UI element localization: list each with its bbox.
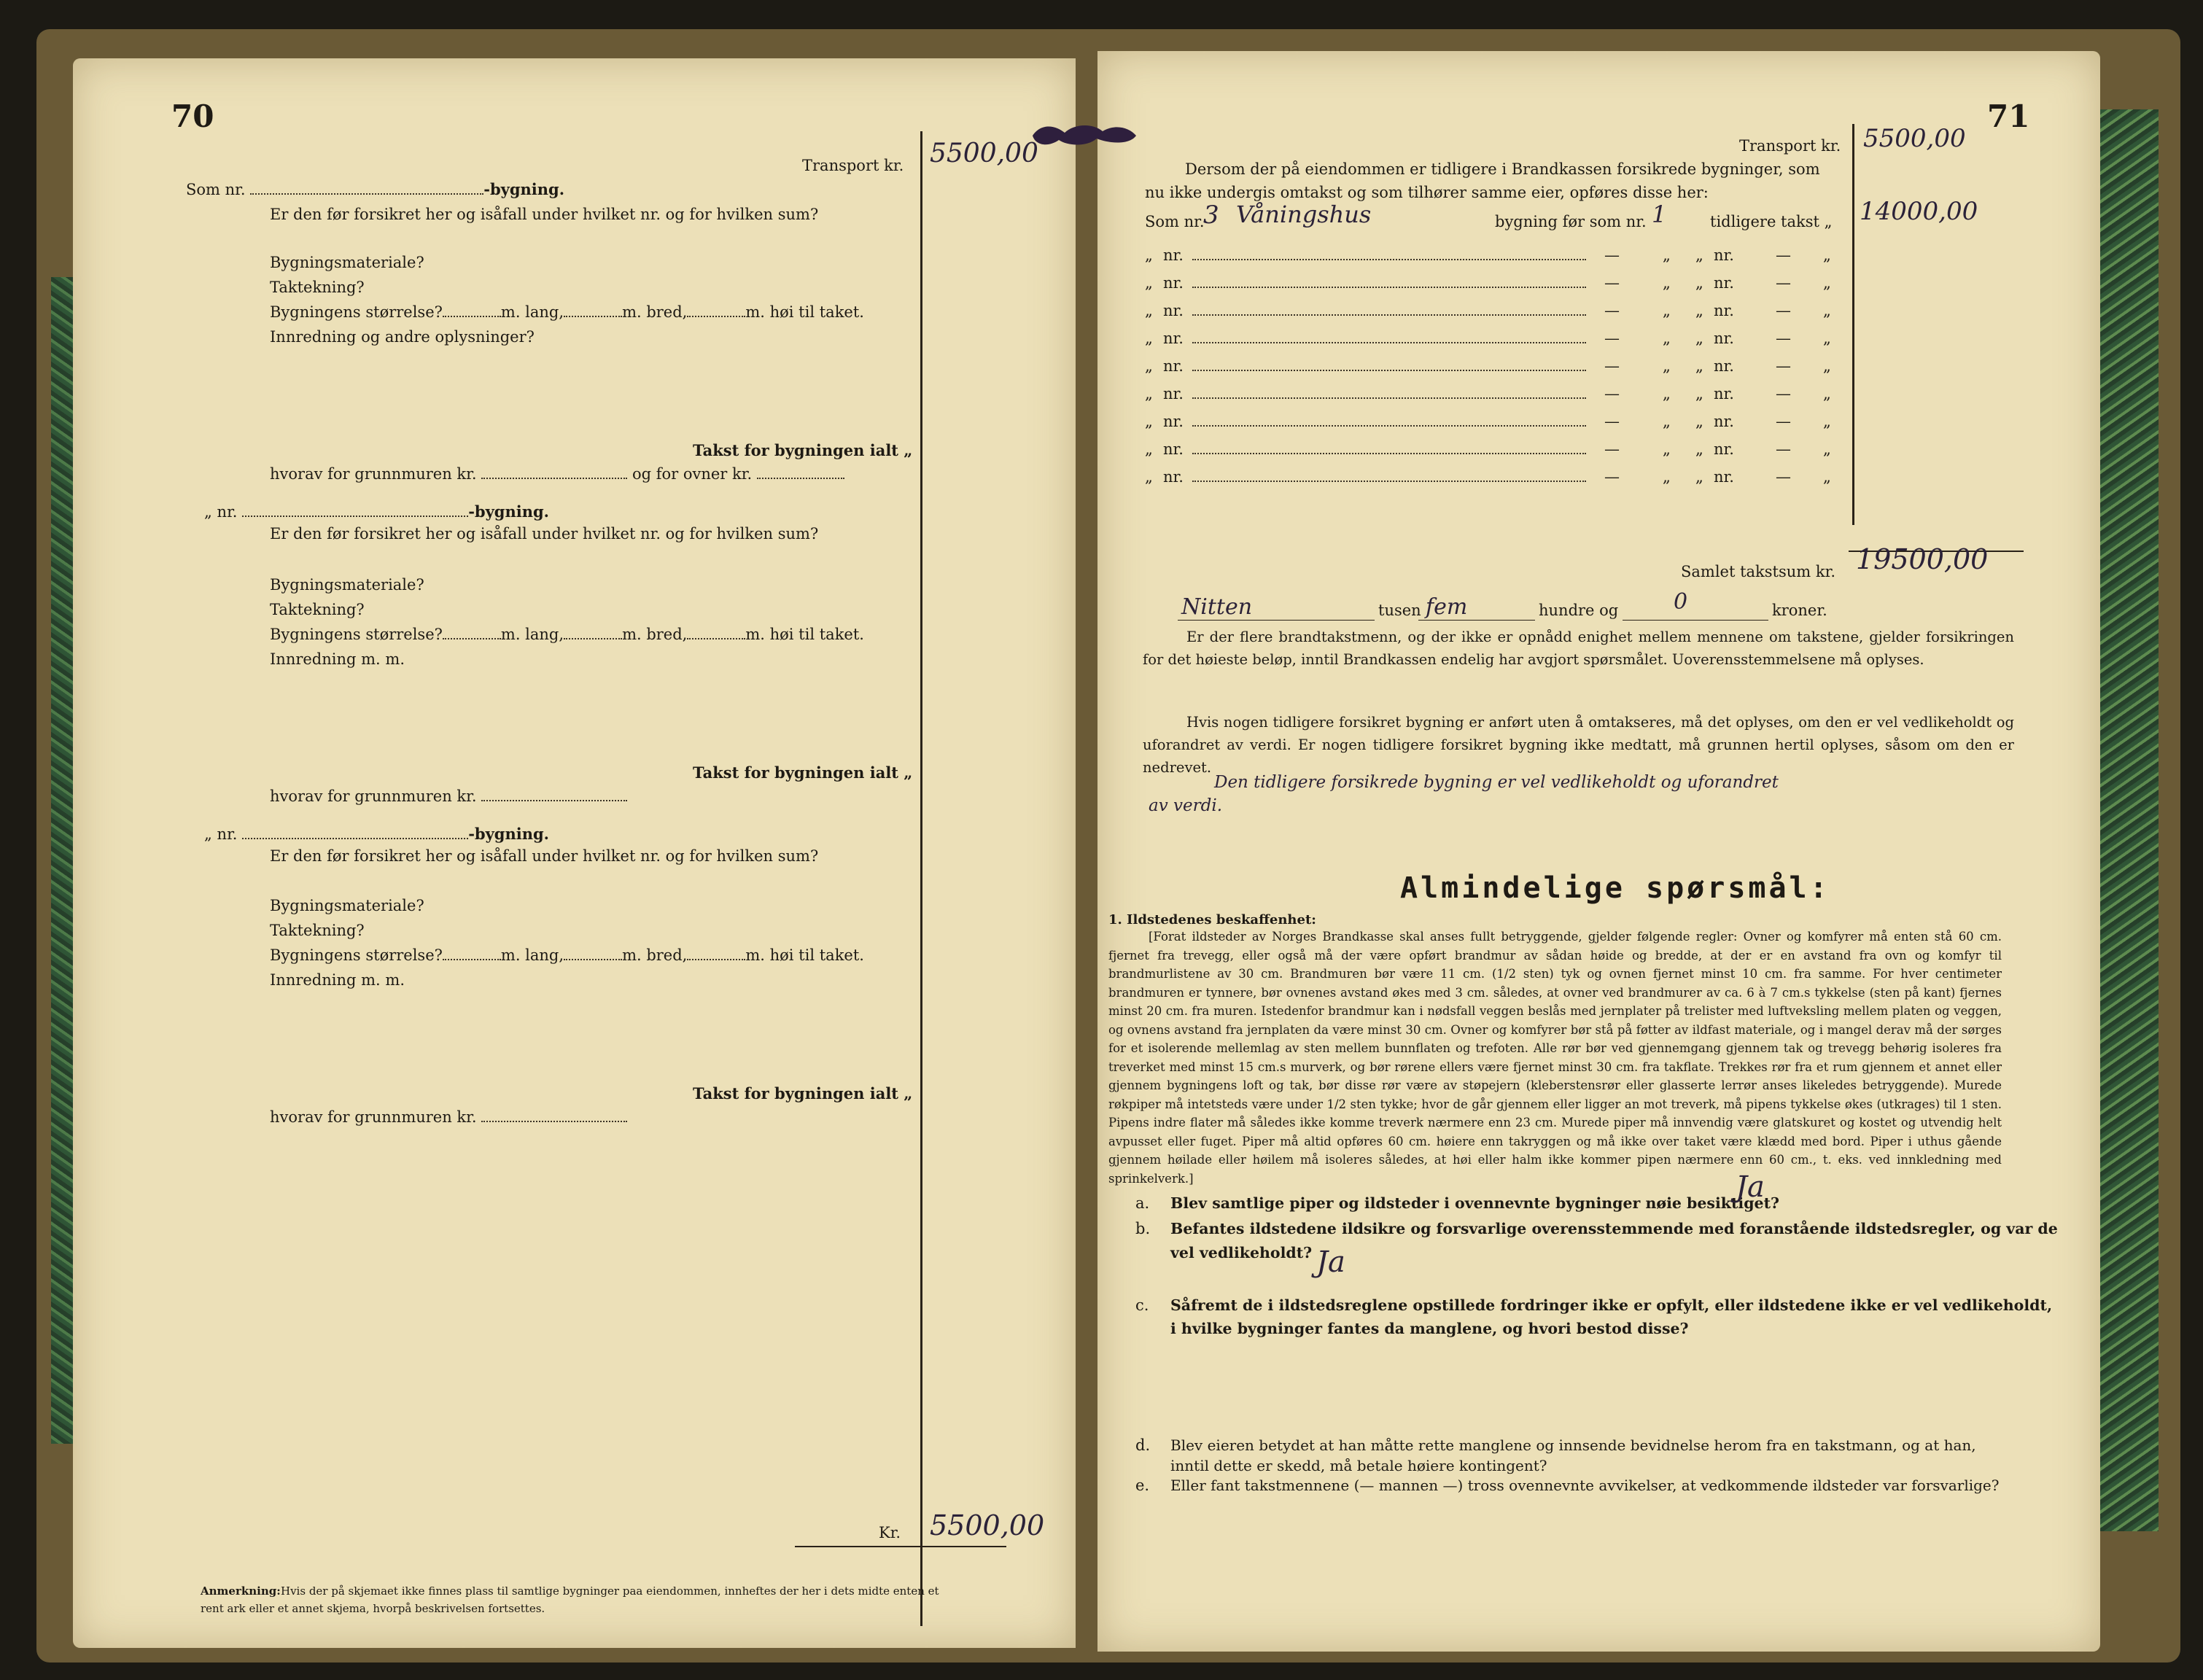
hvorav-row: hvorav for grunnmuren kr. og for ovner kr. xyxy=(270,465,844,483)
row-nr-label: nr. xyxy=(1714,357,1734,375)
paragraph-multiple-assessors: Er der flere brandtakstmenn, og der ikke er opnådd enighet mellem mennene om takstene, gjelder forsikringen for det høieste beløp, inntil Brandkassen endelig har avgjort spørsmålet. Uoverensstemmelsene må oplyses. xyxy=(1143,629,2014,668)
row-quote-mark: „ xyxy=(1695,246,1703,264)
words-rule-3 xyxy=(1623,620,1768,621)
row-quote-mark: „ xyxy=(1663,385,1671,402)
takst-label-2: Takst for bygningen ialt „ xyxy=(693,763,913,782)
row-quote-mark: „ xyxy=(1823,246,1831,264)
row-dash: — xyxy=(1776,440,1791,458)
q1-label: 1. Ildstedenes beskaffenhet: xyxy=(1108,912,1316,928)
amount-column-rule xyxy=(1852,124,1854,525)
row-quote-mark: „ xyxy=(1145,385,1153,402)
size-row-2: Bygningens størrelse? m. lang, m. bred, m. høi til taket. xyxy=(270,626,864,643)
row-quote-mark: „ xyxy=(1663,440,1671,458)
roof-label: Taktekning? xyxy=(270,279,365,296)
row-nr-label: nr. xyxy=(1714,440,1734,458)
hvorav-row-3: hvorav for grunnmuren kr. xyxy=(270,1108,627,1126)
row-dash: — xyxy=(1776,413,1791,430)
right-page xyxy=(1097,51,2100,1652)
row-dash: — xyxy=(1604,274,1620,292)
row-quote-mark: „ xyxy=(1823,440,1831,458)
row-quote-mark: „ xyxy=(1695,302,1703,319)
row-quote-mark: „ xyxy=(1823,302,1831,319)
row-quote-mark: „ xyxy=(1823,357,1831,375)
row-nr-label: nr. xyxy=(1714,330,1734,347)
hvorav-row-2: hvorav for grunnmuren kr. xyxy=(270,788,627,805)
row-dash: — xyxy=(1604,385,1620,402)
qc-letter: c. xyxy=(1135,1296,1149,1314)
amount-column-rule xyxy=(920,131,922,1626)
row-dash: — xyxy=(1776,302,1791,319)
page-number: 70 xyxy=(171,98,214,134)
total-rule xyxy=(795,1546,1006,1547)
takst-label-3: Takst for bygningen ialt „ xyxy=(693,1084,913,1102)
row-dotted-line xyxy=(1192,274,1586,292)
samlet-label: Samlet takstsum kr. xyxy=(1681,563,1835,580)
row1-bygning-for: bygning før som nr. xyxy=(1495,213,1647,230)
qd-text-2: inntil dette er skedd, må betale høiere kontingent? xyxy=(1170,1457,1547,1474)
row-quote-mark: „ xyxy=(1695,357,1703,375)
size-row-3: Bygningens størrelse? m. lang, m. bred, m. høi til taket. xyxy=(270,946,864,964)
row-quote-mark: „ xyxy=(1663,302,1671,319)
qb-text-1: Befantes ildstedene ildsikre og forsvarlige overensstemmende med foranstående ildstedsregler, og var de xyxy=(1170,1220,2058,1237)
row-nr-label: nr. xyxy=(1714,468,1734,486)
row-dash: — xyxy=(1776,468,1791,486)
row-nr-label: nr. xyxy=(1714,385,1734,402)
row-quote-mark: „ xyxy=(1695,413,1703,430)
row-nr-label: nr. xyxy=(1163,468,1184,486)
qb-letter: b. xyxy=(1135,1220,1151,1237)
row-quote-mark: „ xyxy=(1823,385,1831,402)
qa-text: Blev samtlige piper og ildsteder i ovennevnte bygninger nøie besiktiget? xyxy=(1170,1194,1780,1212)
row-dotted-line xyxy=(1192,330,1586,347)
qe-text: Eller fant takstmennene (— mannen —) tross ovennevnte avvikelser, at vedkommende ildsteder var forsvarlige? xyxy=(1170,1477,2000,1494)
row-quote-mark: „ xyxy=(1663,274,1671,292)
words-thousands: Nitten xyxy=(1181,594,1253,620)
row1-value: 14000,00 xyxy=(1860,197,1978,226)
som-nr-label: Som nr. -bygning. xyxy=(186,180,565,198)
row-nr-label: nr. xyxy=(1163,357,1184,375)
words-rule-1 xyxy=(1178,620,1375,621)
qa-letter: a. xyxy=(1135,1194,1150,1212)
insured-before-question-2: Er den før forsikret her og isåfall under hvilket nr. og for hvilken sum? xyxy=(270,525,819,542)
row-nr-label: nr. xyxy=(1163,246,1184,264)
row-quote-mark: „ xyxy=(1823,413,1831,430)
row-nr-label: nr. xyxy=(1714,302,1734,319)
row-dotted-line xyxy=(1192,468,1586,486)
row-quote-mark: „ xyxy=(1823,274,1831,292)
qc-text-1: Såfremt de i ildstedsreglene opstillede fordringer ikke er opfylt, eller ildstedene ikke er vel vedlikeholdt, xyxy=(1170,1296,2053,1314)
row-quote-mark: „ xyxy=(1145,440,1153,458)
row-nr-label: nr. xyxy=(1163,440,1184,458)
row-dotted-line xyxy=(1192,440,1586,458)
row-quote-mark: „ xyxy=(1145,413,1153,430)
qd-text-1: Blev eieren betydet at han måtte rette manglene og innsende bevidnelse herom fra en takstmann, og at han, xyxy=(1170,1436,1976,1454)
fireplace-rules: [Forat ildsteder av Norges Brandkasse skal anses fullt betryggende, gjelder følgende regler: Ovner og komfyrer må enten stå 60 cm. fjernet fra trevegg, eller også må der være opført brandmur av sådan høide og bredde, at der er en avstand fra ovn og komfyr til brandmurlistene av 30 cm. Brandmuren bør være 11 cm. (1/2 sten) tyk og ovnen fjernet minst 10 cm. fra samme. For hver centimeter brandmuren er tynnere, bør ovnenes avstand økes med 3 cm. således, at ovner ved brandmurer av ca. 6 à 7 cm.s tykkelse (sten på kant) fjernes minst 20 cm. fra muren. Istedenfor brandmur kan i nødsfall veggen beslås med jernplater på trelister med luftveksling mellem platen og veggen, og ovnens avstand fra jernplaten da være minst 30 cm. Ovner og komfyrer bør stå på føtter av ildfast materiale, og i mangel derav må der sørges for et isolerende mellemlag av sten mellem bunnflaten og trefoten. Alle rør bør ved gjennemgang gjennem tak og trevegg behørig isoleres fra treverket med minst 15 cm.s murverk, og bør rørene ellers være fjernet minst 30 cm. fra takflate. Trekkes rør fra et rum gjennem et annet eller gjennem bygningens loft og tak, bør disse rør være av støpejern (kleberstensrør eller glasserte lerrør anses likeledes betryggende). Murede røkpiper må intetsteds være under 1/2 sten tykke; hvor de går gjennem eller ligger an mot treverk, må pipens tykkelse økes (utkrages) til 1 sten. Pipens indre flater må således ikke komme treverk nærmere enn 23 cm. Murede piper må innvendig være glatskuret og kostet og utvendig helt avpusset eller fuget. Piper må altid opføres 60 cm. høiere enn takryggen og må ikke over taket være klædd med bord. Piper i uthus gående gjennem høilade eller høilem må isoleres således, at høi eller halm ikke kommer pipen nærmere enn 60 cm., t. eks. ved innkledning med sprinkelverk.] xyxy=(1108,930,2002,1186)
para2-handwritten-1: Den tidligere forsikrede bygning er vel vedlikeholdt og uforandret xyxy=(1214,773,1779,792)
row-dash: — xyxy=(1604,468,1620,486)
qe-letter: e. xyxy=(1135,1477,1150,1494)
row-quote-mark: „ xyxy=(1145,274,1153,292)
material-label-2: Bygningsmateriale? xyxy=(270,576,424,594)
transport-label: Transport kr. xyxy=(802,157,904,174)
note-text-1: Hvis der på skjemaet ikke finnes plass til samtlige bygninger paa eiendommen, innheftes der her i dets midte enten et xyxy=(281,1584,939,1598)
total-value: 5500,00 xyxy=(930,1509,1045,1541)
row-quote-mark: „ xyxy=(1145,302,1153,319)
row-dotted-line xyxy=(1192,385,1586,402)
row-dash: — xyxy=(1776,385,1791,402)
row-quote-mark: „ xyxy=(1823,468,1831,486)
qb-text-2: vel vedlikeholdt? xyxy=(1170,1244,1313,1261)
row-dotted-line xyxy=(1192,357,1586,375)
tusen-label: tusen xyxy=(1378,602,1421,619)
row-quote-mark: „ xyxy=(1145,246,1153,264)
row-quote-mark: „ xyxy=(1695,440,1703,458)
roof-label-2: Taktekning? xyxy=(270,601,365,618)
row-dotted-line xyxy=(1192,413,1586,430)
page-number: 71 xyxy=(1987,98,2030,134)
row-quote-mark: „ xyxy=(1663,330,1671,347)
qd-letter: d. xyxy=(1135,1436,1151,1454)
paragraph-previous-buildings: Hvis nogen tidligere forsikret bygning er anført uten å omtakseres, må det oplyses, om den er vel vedlikeholdt og uforandret av verdi. Er nogen tidligere forsikret bygning ikke medtatt, må grunnen hertil oplyses, såsom om den er nedrevet. xyxy=(1143,714,2014,776)
left-page xyxy=(73,58,1076,1648)
words-units: 0 xyxy=(1674,589,1688,615)
row-quote-mark: „ xyxy=(1695,385,1703,402)
row-dotted-line xyxy=(1192,302,1586,319)
intro-line-1: Dersom der på eiendommen er tidligere i Brandkassen forsikrede bygninger, som xyxy=(1185,160,1820,178)
size-row: Bygningens størrelse? m. lang, m. bred, m. høi til taket. xyxy=(270,303,864,321)
row-quote-mark: „ xyxy=(1145,330,1153,347)
row-dotted-line xyxy=(1192,246,1586,264)
row-som-nr: Som nr. xyxy=(1145,213,1205,230)
row-dash: — xyxy=(1776,330,1791,347)
para2-handwritten-2: av verdi. xyxy=(1149,796,1223,815)
row1-nr: 3 xyxy=(1203,201,1219,230)
nr-label-3: „ nr. -bygning. xyxy=(204,825,549,843)
row-nr-label: nr. xyxy=(1714,274,1734,292)
row-dash: — xyxy=(1604,440,1620,458)
insured-before-question: Er den før forsikret her og isåfall under hvilket nr. og for hvilken sum? xyxy=(270,206,819,223)
intro-line-2: nu ikke undergis omtakst og som tilhører samme eier, opføres disse her: xyxy=(1145,184,1709,201)
transport-value: 5500,00 xyxy=(1863,124,1966,153)
interior-label: Innredning og andre oplysninger? xyxy=(270,328,535,346)
row-quote-mark: „ xyxy=(1663,357,1671,375)
words-rule-2 xyxy=(1418,620,1535,621)
row-nr-label: nr. xyxy=(1163,330,1184,347)
row-dash: — xyxy=(1604,357,1620,375)
qa-answer: Ja xyxy=(1736,1170,1765,1204)
samlet-value: 19500,00 xyxy=(1856,543,1989,575)
row-quote-mark: „ xyxy=(1663,413,1671,430)
row-nr-label: nr. xyxy=(1163,302,1184,319)
nr-label-2: „ nr. -bygning. xyxy=(204,502,549,521)
material-label: Bygningsmateriale? xyxy=(270,254,424,271)
hundre-og-label: hundre og xyxy=(1539,602,1619,619)
material-label-3: Bygningsmateriale? xyxy=(270,897,424,914)
row1-prev-nr: 1 xyxy=(1652,201,1667,228)
note-text-2: rent ark eller et annet skjema, hvorpå beskrivelsen fortsettes. xyxy=(201,1602,545,1615)
interior-label-3: Innredning m. m. xyxy=(270,971,405,989)
row-quote-mark: „ xyxy=(1663,468,1671,486)
row-quote-mark: „ xyxy=(1663,246,1671,264)
row-dash: — xyxy=(1604,330,1620,347)
marbled-edge-right xyxy=(2100,109,2159,1531)
row-nr-label: nr. xyxy=(1714,413,1734,430)
interior-label-2: Innredning m. m. xyxy=(270,650,405,668)
transport-label: Transport kr. xyxy=(1739,137,1841,155)
row-dash: — xyxy=(1604,302,1620,319)
note-label: Anmerkning: xyxy=(201,1584,281,1598)
row-dash: — xyxy=(1776,246,1791,264)
row-quote-mark: „ xyxy=(1695,274,1703,292)
ink-blot xyxy=(1027,121,1143,150)
transport-value: 5500,00 xyxy=(930,139,1038,168)
row-dash: — xyxy=(1776,274,1791,292)
row1-tidligere: tidligere takst „ xyxy=(1710,213,1833,230)
row-nr-label: nr. xyxy=(1163,274,1184,292)
row-quote-mark: „ xyxy=(1145,357,1153,375)
row-nr-label: nr. xyxy=(1714,246,1734,264)
row-nr-label: nr. xyxy=(1163,413,1184,430)
takst-label: Takst for bygningen ialt „ xyxy=(693,441,913,459)
row-dash: — xyxy=(1604,246,1620,264)
qc-text-2: i hvilke bygninger fantes da manglene, og hvori bestod disse? xyxy=(1170,1320,1689,1337)
kroner-label: kroner. xyxy=(1772,602,1827,619)
row-dash: — xyxy=(1604,413,1620,430)
insured-before-question-3: Er den før forsikret her og isåfall under hvilket nr. og for hvilken sum? xyxy=(270,847,819,865)
row-quote-mark: „ xyxy=(1823,330,1831,347)
roof-label-3: Taktekning? xyxy=(270,922,365,939)
row1-building: Våningshus xyxy=(1236,201,1372,228)
row-quote-mark: „ xyxy=(1695,468,1703,486)
qb-answer: Ja xyxy=(1316,1245,1345,1279)
row-quote-mark: „ xyxy=(1145,468,1153,486)
row-dash: — xyxy=(1776,357,1791,375)
section-heading: Almindelige spørsmål: xyxy=(1400,871,1830,905)
words-hundreds: fem xyxy=(1426,594,1468,620)
total-label: Kr. xyxy=(879,1524,901,1541)
row-nr-label: nr. xyxy=(1163,385,1184,402)
row-quote-mark: „ xyxy=(1695,330,1703,347)
